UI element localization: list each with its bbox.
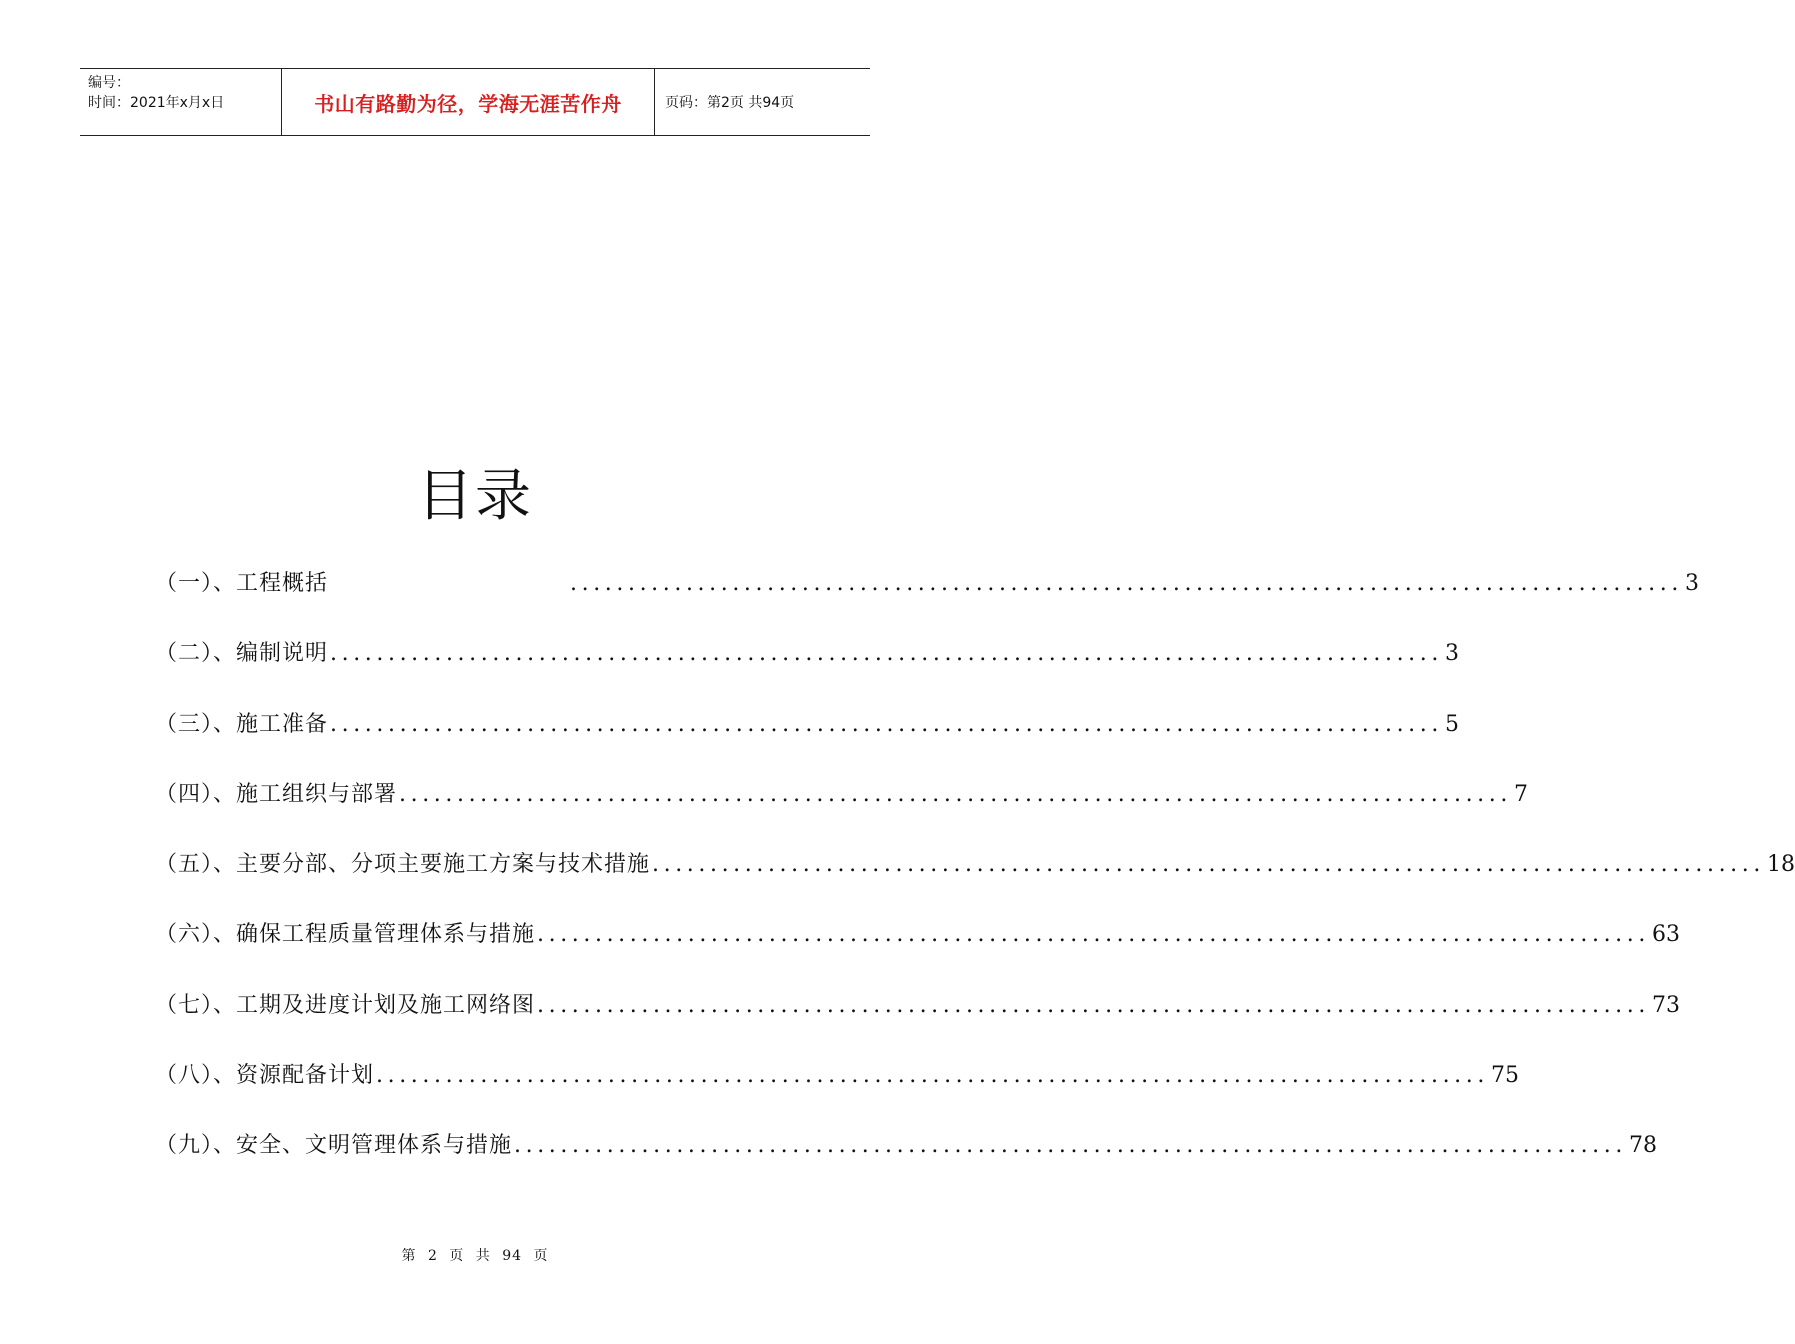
table-of-contents xyxy=(155,566,1795,1199)
toc-leader-dots: ................................................................................................ xyxy=(537,992,1650,1018)
number-label: 编号： xyxy=(88,75,130,91)
toc-leader-dots: ................................................................................................ xyxy=(376,1063,1489,1089)
toc-leader-dots: ................................................................................................ xyxy=(570,571,1683,596)
toc-entry-page: 63 xyxy=(1651,922,1680,948)
toc-entry-page: 75 xyxy=(1490,1063,1519,1089)
header-meta xyxy=(80,69,282,135)
page-footer: 第 2 页 共 94 页 xyxy=(401,1248,549,1264)
toc-entry-page: 73 xyxy=(1651,992,1680,1018)
toc-leader-dots: ................................................................................................ xyxy=(537,922,1650,948)
toc-entry-page: 18 xyxy=(1766,852,1795,878)
toc-entry[interactable] xyxy=(155,1058,1519,1128)
header-motto: 书山有路勤为径，学海无涯苦作舟 xyxy=(282,69,655,135)
toc-entry-page: 78 xyxy=(1628,1133,1657,1159)
toc-entry-label: （六）、确保工程质量管理体系与措施 xyxy=(155,922,536,948)
toc-entry-label: （三）、施工准备 xyxy=(155,711,329,737)
page-header xyxy=(80,68,870,136)
toc-entry-page: 7 xyxy=(1513,781,1528,807)
toc-entry-label: （四）、施工组织与部署 xyxy=(155,781,398,807)
toc-leader-dots: ................................................................................................ xyxy=(399,781,1512,807)
toc-entry-page: 3 xyxy=(1444,641,1459,667)
toc-entry-page: 3 xyxy=(1684,571,1699,596)
header-page-info: 页码：第2页 共94页 xyxy=(665,95,795,111)
toc-entry[interactable] xyxy=(155,988,1680,1058)
toc-entry-label: （五）、主要分部、分项主要施工方案与技术措施 xyxy=(155,852,651,878)
toc-leader-dots: ................................................................................................ xyxy=(514,1133,1627,1159)
toc-entry[interactable] xyxy=(155,636,1459,706)
toc-entry-label: （七）、工期及进度计划及施工网络图 xyxy=(155,992,536,1018)
toc-entry[interactable] xyxy=(155,566,1699,636)
toc-entry[interactable] xyxy=(155,917,1680,987)
toc-entry[interactable] xyxy=(155,847,1795,917)
toc-leader-dots: ................................................................................................ xyxy=(652,852,1765,878)
toc-entry-label: （九）、安全、文明管理体系与措施 xyxy=(155,1133,513,1159)
page-title: 目录 xyxy=(417,464,533,529)
toc-entry-label: （八）、资源配备计划 xyxy=(155,1063,375,1089)
toc-entry[interactable] xyxy=(155,707,1459,777)
toc-entry[interactable] xyxy=(155,1128,1657,1198)
toc-leader-dots: ................................................................................................ xyxy=(330,711,1443,737)
toc-entry-page: 5 xyxy=(1444,711,1459,737)
toc-entry-label: （一）、工程概括 xyxy=(155,571,329,596)
toc-entry[interactable] xyxy=(155,777,1528,847)
toc-leader-dots: ................................................................................................ xyxy=(330,641,1443,667)
toc-entry-label: （二）、编制说明 xyxy=(155,641,329,667)
time-label: 时间：2021年x月x日 xyxy=(88,95,225,111)
